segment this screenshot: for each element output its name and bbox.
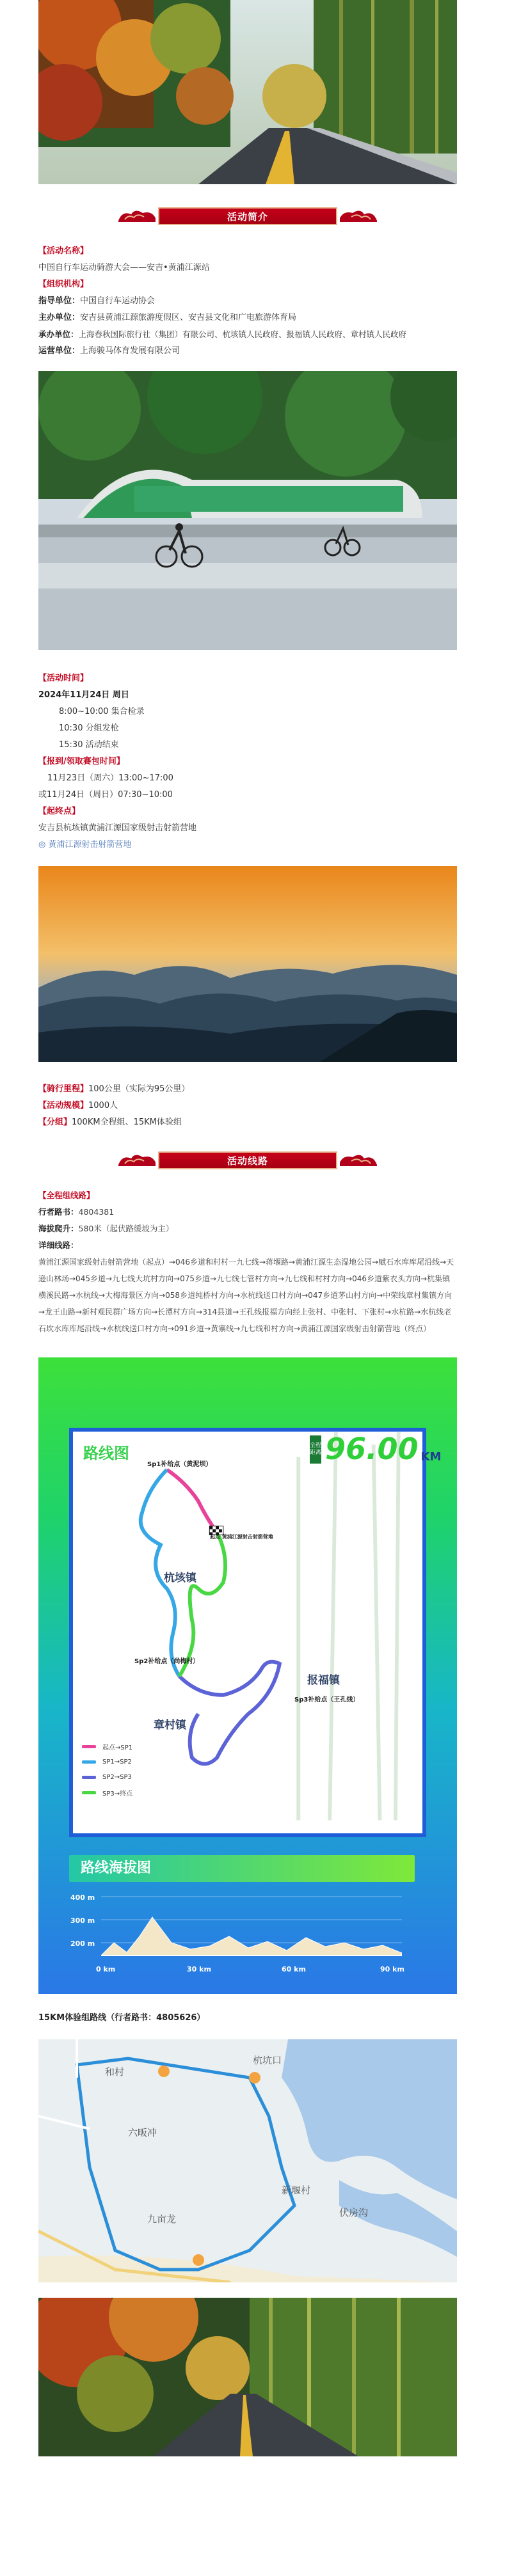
dist-value: 100公里（实际为95公里） xyxy=(88,1084,190,1094)
cloud-ornament-right-icon xyxy=(337,207,380,226)
map-place-label: 新堰村 xyxy=(282,2185,311,2196)
reg-label: 【报到/领取赛包时间】 xyxy=(38,757,125,766)
event-date: 2024年11月24日 周日 xyxy=(38,690,129,700)
sp1-label: Sp1补给点（黄泥坝） xyxy=(147,1461,212,1468)
climb-value: 580米（起伏路缓坡为主） xyxy=(78,1224,174,1233)
group-label: 【分组】 xyxy=(38,1118,72,1127)
town-label: 杭垓镇 xyxy=(164,1572,196,1584)
guide-label: 指导单位： xyxy=(38,296,81,306)
map-place-label: 和村 xyxy=(105,2066,125,2078)
map-place-label: 六畈冲 xyxy=(128,2127,157,2138)
route-map-infographic xyxy=(38,1357,457,1994)
ops-value: 上海骏马体育发展有限公司 xyxy=(80,346,180,356)
place-value: 安吉县杭垓镇黄浦江源国家级射击射箭营地 xyxy=(38,823,197,833)
sp3-label: Sp3补给点（王孔线） xyxy=(294,1696,360,1703)
code-label: 行者路书： xyxy=(38,1207,79,1217)
place-label: 【起终点】 xyxy=(38,807,81,816)
map-place-label: 伏房沟 xyxy=(339,2207,369,2218)
dist-label: 【骑行里程】 xyxy=(38,1084,89,1094)
cloud-ornament-left-icon xyxy=(116,207,158,226)
exp-route-map[interactable] xyxy=(38,2039,457,2282)
detail-value: 黄浦江源国家级射击射箭营地（起点）→046乡道和村村一九七线→蒋堰路→黄浦江源生态湿地公园→赋石水库库尾沿线→天逊山林场→045乡道→九七线大坑村方向→075乡道→九七线七管村方向→九七线和村村方向→046乡道紫衣头方向→杭集镇横溪民路→水杭线→大梅海景区方向→058乡道纯桥村方向→水杭线送口村方向→047乡道茅山村方向→中荣线章村集镇方向→龙王山路→新村观民群广场方向→长潭村方向→314县道→王孔线报福方向经上张村、中张村、下张村→水杭路→水杭线老石坎水库库尾沿线→水杭线送口村方向→091乡道→黄寨线→九七线和村方向→黄浦江源国家级射击射箭营地（终点） xyxy=(38,1258,454,1333)
distance-unit: KM xyxy=(420,1450,442,1464)
cloud-ornament-right-icon xyxy=(337,1151,380,1170)
org-label: 【组织机构】 xyxy=(38,280,89,289)
profile-y-tick: 200 m xyxy=(70,1940,95,1948)
exp-route-title: 15KM体验组路线（行者路书：4805626） xyxy=(38,2013,205,2023)
schedule-item: 15:30 活动结束 xyxy=(59,740,119,750)
section-header-route xyxy=(38,1142,457,1178)
guide-value: 中国自行车运动协会 xyxy=(80,296,156,306)
mountain-sunset-image xyxy=(38,866,457,1062)
host-label: 主办单位： xyxy=(38,313,81,322)
size-value: 1000人 xyxy=(88,1101,118,1110)
location-pin-icon: ◎ xyxy=(38,840,46,849)
section-title: 活动线路 xyxy=(158,1151,337,1169)
legend-item xyxy=(82,1785,132,1800)
distance-display xyxy=(310,1434,441,1464)
legend-text: SP2→SP3 xyxy=(102,1773,132,1781)
cyclists-gate-image xyxy=(38,371,457,650)
reg-time-1: 11月23日（周六）13:00~17:00 xyxy=(47,773,173,783)
profile-x-tick: 0 km xyxy=(96,1965,116,1973)
profile-x-tick: 90 km xyxy=(380,1965,404,1973)
legend-text: SP1→SP2 xyxy=(102,1758,132,1766)
forest-road-image xyxy=(38,2298,457,2456)
full-route-label: 【全程组线路】 xyxy=(38,1190,95,1200)
climb-label: 海拔爬升： xyxy=(38,1224,79,1233)
route-legend xyxy=(82,1739,132,1800)
ops-label: 运营单位： xyxy=(38,346,81,356)
schedule-item: 10:30 分组发枪 xyxy=(59,723,119,733)
legend-swatch xyxy=(82,1791,96,1794)
place-map-link[interactable] xyxy=(38,837,457,853)
map-place-label: 九亩龙 xyxy=(147,2213,177,2225)
place-link-text: 黄浦江源射击射箭营地 xyxy=(48,840,132,849)
legend-item xyxy=(82,1769,132,1785)
hero-road-image xyxy=(38,0,457,184)
town-label: 章村镇 xyxy=(154,1719,186,1732)
schedule-block xyxy=(38,670,457,853)
time-label: 【活动时间】 xyxy=(38,674,89,683)
name-label: 【活动名称】 xyxy=(38,246,89,256)
host-value: 安吉县黄浦江源旅游度假区、安吉县文化和广电旅游体育局 xyxy=(80,313,297,322)
section-header-intro xyxy=(38,198,457,234)
profile-x-tick: 60 km xyxy=(282,1965,306,1973)
reg-time-2: 或11月24日（周日）07:30~10:00 xyxy=(38,790,173,800)
code-value: 4804381 xyxy=(78,1207,115,1217)
sp2-label: Sp2补给点（尚梅村） xyxy=(134,1658,200,1665)
legend-swatch xyxy=(82,1760,96,1764)
route-map-title: 路线图 xyxy=(83,1444,129,1462)
map-place-label: 杭坑口 xyxy=(253,2055,282,2066)
start-label: 起点 黄浦江源射击射箭营地 xyxy=(210,1534,273,1540)
legend-item xyxy=(82,1739,132,1754)
elevation-profile xyxy=(101,1892,402,1962)
profile-x-tick: 30 km xyxy=(187,1965,211,1973)
legend-item xyxy=(82,1754,132,1769)
town-label: 报福镇 xyxy=(307,1674,340,1687)
group-value: 100KM全程组、15KM体验组 xyxy=(72,1118,182,1127)
legend-swatch xyxy=(82,1776,96,1779)
profile-y-tick: 400 m xyxy=(70,1893,95,1902)
size-label: 【活动规模】 xyxy=(38,1101,89,1110)
organizer-label: 承办单位： xyxy=(38,329,79,339)
detail-label: 详细线路： xyxy=(38,1240,79,1250)
cloud-ornament-left-icon xyxy=(116,1151,158,1170)
section-title: 活动简介 xyxy=(158,207,337,225)
profile-y-tick: 300 m xyxy=(70,1916,95,1925)
organizer-value: 上海春秋国际旅行社（集团）有限公司、杭垓镇人民政府、报福镇人民政府、章村镇人民政府 xyxy=(78,329,407,339)
profile-title: 路线海拔图 xyxy=(69,1855,415,1882)
distance-value: 96.00 xyxy=(325,1432,419,1466)
scale-block xyxy=(38,1081,457,1131)
legend-swatch xyxy=(82,1745,96,1748)
distance-tag: 全程距离 xyxy=(310,1435,321,1464)
full-route-block xyxy=(38,1187,457,1337)
name-value: 中国自行车运动骑游大会——安吉•黄浦江源站 xyxy=(38,263,210,273)
intro-block xyxy=(38,243,457,360)
legend-text: SP3→终点 xyxy=(102,1790,133,1798)
schedule-item: 8:00~10:00 集合检录 xyxy=(59,707,145,716)
legend-text: 起点→SP1 xyxy=(102,1744,133,1751)
